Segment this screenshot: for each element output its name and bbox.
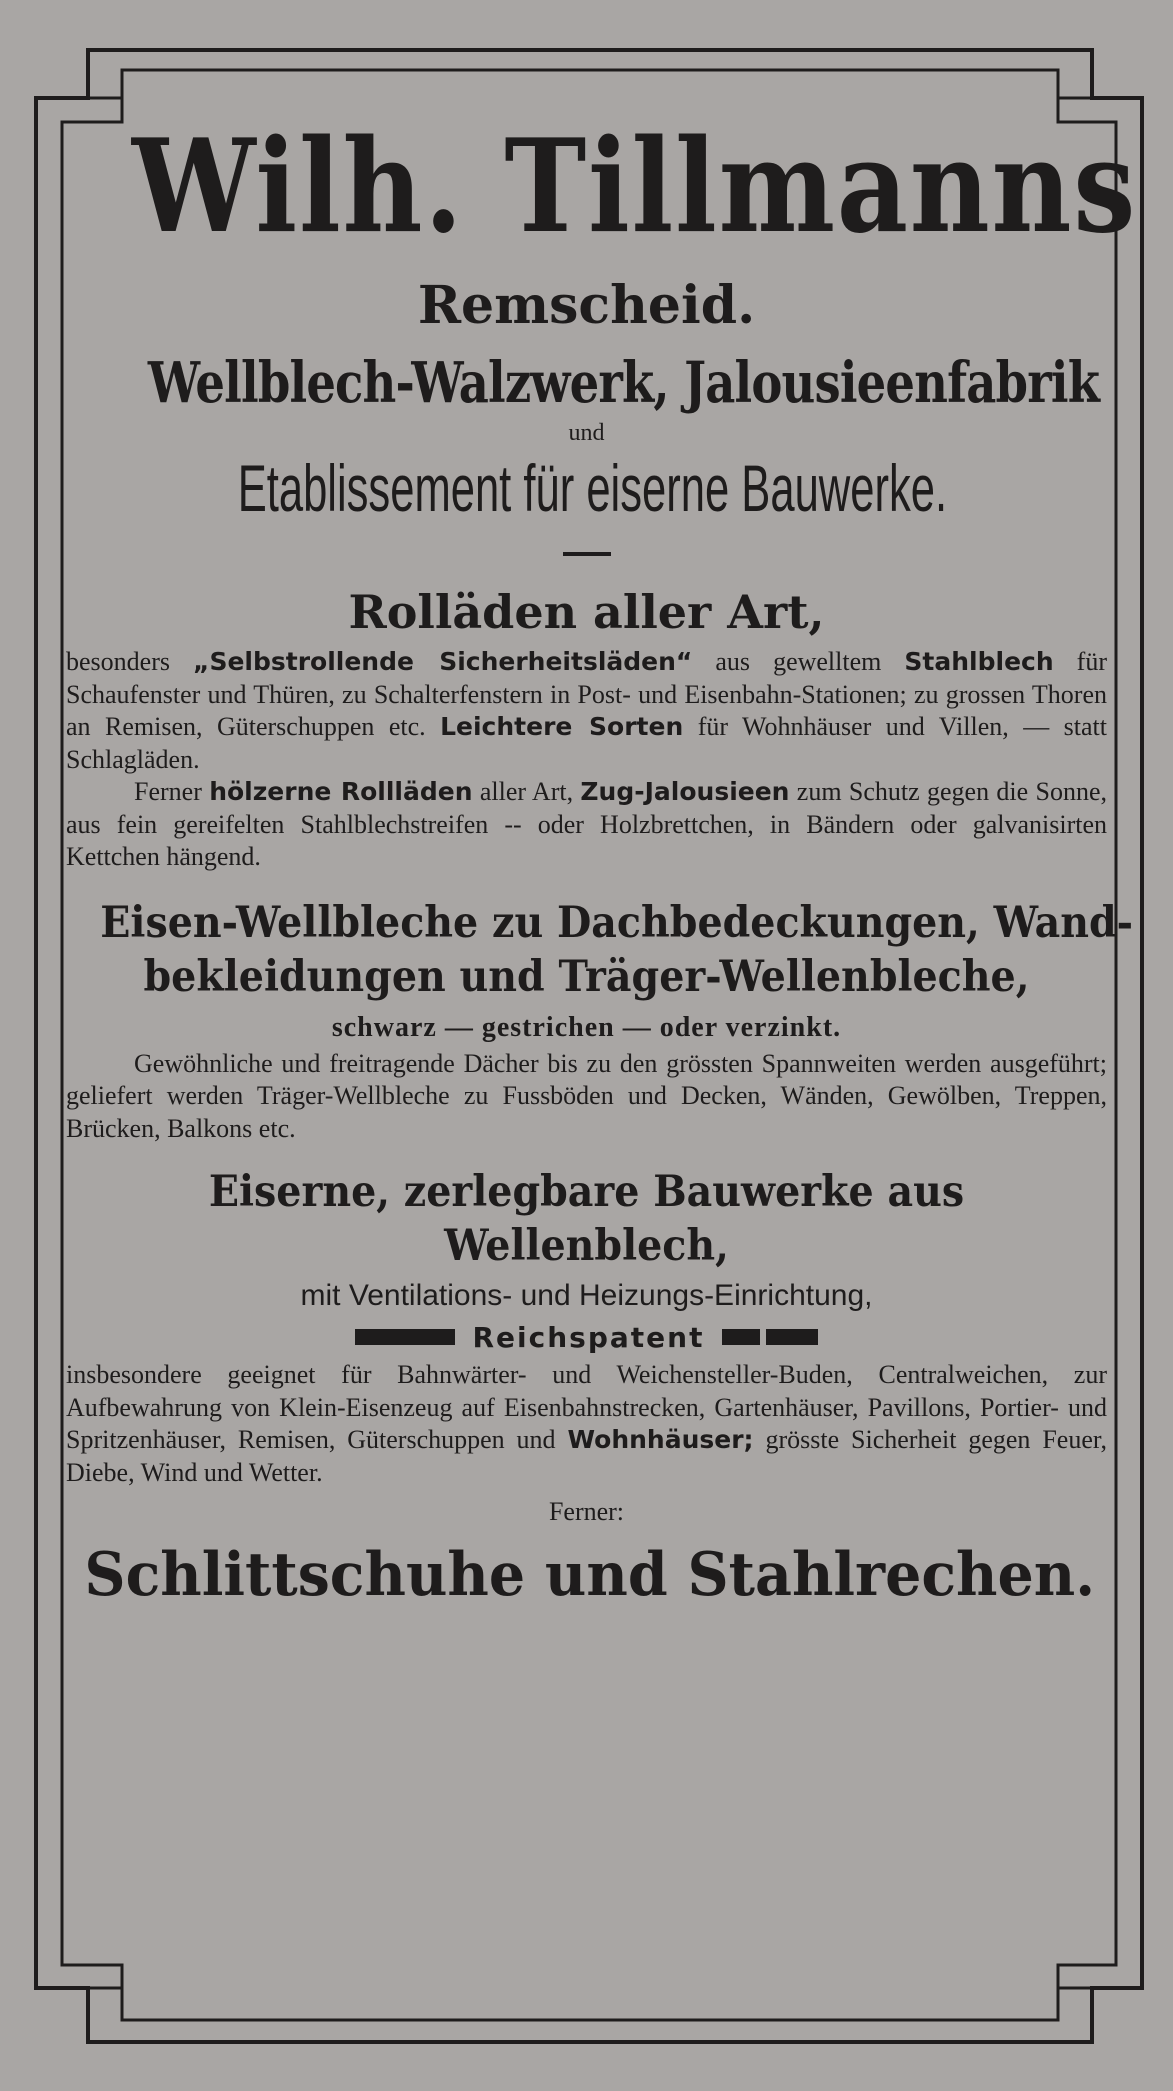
patent-bar-left [355,1329,455,1345]
text-run: aller Art, [472,777,581,806]
divider-rule [563,552,611,556]
patent-bar-right [766,1329,818,1345]
bold-run: Wohnhäuser; [567,1425,754,1454]
firm-name: Wilh. Tillmanns [131,112,1138,262]
section2-subheading: schwarz — gestrichen — oder verzinkt. [331,1011,842,1043]
final-heading: Schlittschuhe und Stahlrechen. [84,1540,1096,1610]
bold-run: Leichtere Sorten [440,712,684,741]
text-run: zum Schutz gegen die Sonne, aus fein gereifelten Stahlblechstreifen -- oder Holzbrettchen, in Bändern oder galvanisirten Kettchen hängend. [66,777,1107,871]
section3-heading-line1: Eiserne, zerlegbare Bauwerke aus [208,1167,965,1217]
text-run: grösste Sicherheit gegen Feuer, Diebe, Wind und Wetter. [66,1425,1107,1487]
establishment-line: Etablissement für eiserne Bauwerke. [237,451,948,525]
patent-bar-right [722,1329,760,1345]
factory-line: Wellblech-Walzwerk, Jalousieenfabrik [147,350,1100,416]
patent-label: Reichspatent [472,1320,705,1354]
text-run: für Schaufenster und Thüren, zu Schalterfenstern in Post- und Eisenbahn-Stationen; zu grossen Thoren an Remisen, Güterschuppen etc. [66,647,1107,741]
section1-heading: Rolläden aller Art, [348,585,825,639]
text-run: insbesondere geeignet für Bahnwärter- und Weichensteller-Buden, Centralweichen, zur Aufbewahrung von Klein-Eisenzeug auf Eisenbahnstrecken, Gartenhäuser, Pavillons, Portier- und Spritzenhäuser, Remisen, Güterschuppen und [66,1360,1107,1454]
bold-run: hölzerne Rollläden [209,777,473,806]
bold-run: Zug-Jalousieen [580,777,790,806]
section2-paragraph: Gewöhnliche und freitragende Dächer bis zu den grössten Spannweiten werden ausgeführt; geliefert werden Träger-Wellbleche zu Fussböden und Decken, Wänden, Gewölben, Treppen, Brücken, Balkons etc. [66,1048,1107,1143]
ferner-label: Ferner: [548,1497,625,1526]
section1-paragraph-1 [66,646,1107,776]
text-run: Ferner [134,777,210,806]
section2-heading-line2: bekleidungen und Träger-Wellenbleche, [143,951,1030,1002]
section3-subheading: mit Ventilations- und Heizungs-Einrichtung, [300,1279,873,1312]
text-run: für Wohnhäuser und Villen, — statt Schlagläden. [66,712,1107,774]
city-name: Remscheid. [417,275,756,336]
ad-content [58,100,1138,1613]
patent-banner [58,1319,1115,1355]
section3-paragraph [66,1359,1107,1489]
text-run: besonders [66,647,194,676]
bold-run: Stahlblech [904,647,1054,676]
text-run: aus gewelltem [692,647,905,676]
connector-und: und [568,420,605,446]
section3-heading-line2: Wellenblech, [444,1221,729,1271]
section1-paragraph-2 [66,776,1107,874]
section2-heading-line1: Eisen-Wellbleche zu Dachbedeckungen, Wand- [100,897,1134,948]
bold-run: „Selbstrollende Sicherheitsläden“ [193,647,693,676]
